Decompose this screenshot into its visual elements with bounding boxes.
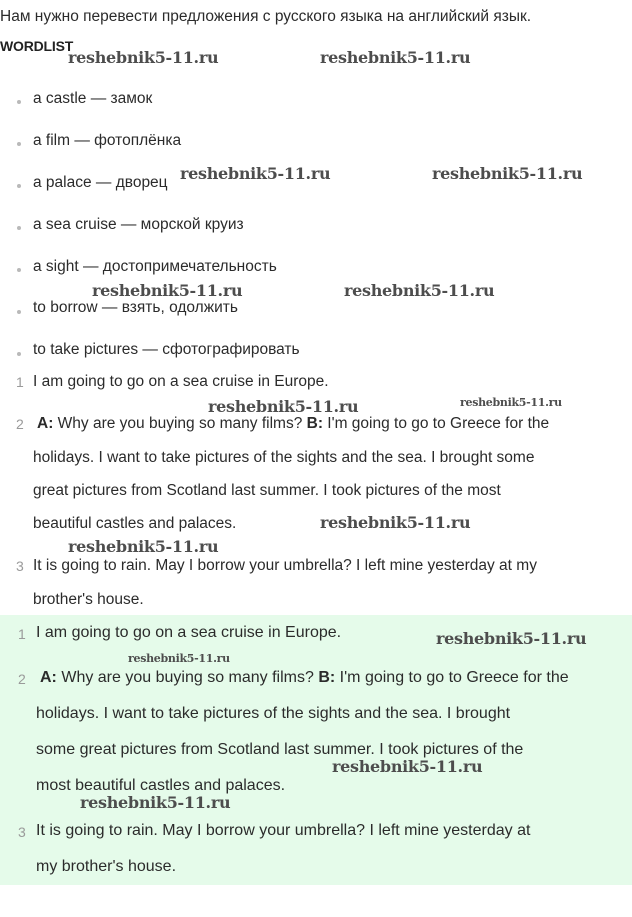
answer-number: 1	[18, 626, 26, 642]
answer-2-reply-start: I'm going to go to Greece for the	[323, 415, 550, 432]
speaker-b: B:	[318, 669, 336, 686]
answer-2-line-1	[37, 415, 549, 433]
green-answer-2-line-1	[40, 669, 569, 687]
wordlist-title: WORDLIST	[0, 38, 74, 54]
watermark: reshebnik5-11.ru	[128, 652, 230, 665]
wordlist-item: a film — фотоплёнка	[33, 132, 182, 149]
answer-1: I am going to go on a sea cruise in Europe.	[33, 373, 329, 390]
answer-2-line-2: holidays. I want to take pictures of the sights and the sea. I brought some	[33, 449, 535, 466]
watermark: reshebnik5-11.ru	[460, 396, 562, 409]
green-answer-2-reply-start: I'm going to go to Greece for the	[335, 669, 569, 686]
bullet-dot	[17, 142, 21, 146]
watermark: reshebnik5-11.ru	[80, 793, 231, 812]
answer-number: 3	[18, 824, 26, 840]
intro-text: Нам нужно перевести предложения с русского языка на английский язык.	[0, 8, 532, 25]
watermark: reshebnik5-11.ru	[432, 164, 583, 183]
watermark: reshebnik5-11.ru	[180, 164, 331, 183]
answer-number: 2	[16, 416, 24, 432]
wordlist-item: a palace — дворец	[33, 174, 168, 191]
wordlist-item: a castle — замок	[33, 90, 153, 107]
answer-number: 3	[16, 558, 24, 574]
answer-2-line-3: great pictures from Scotland last summer. I took pictures of the most	[33, 482, 501, 499]
green-answer-2-question: Why are you buying so many films?	[56, 669, 319, 686]
speaker-a: A:	[40, 669, 57, 686]
bullet-dot	[17, 184, 21, 188]
watermark: reshebnik5-11.ru	[332, 757, 483, 776]
bullet-dot	[17, 352, 21, 356]
speaker-b: B:	[306, 415, 323, 432]
bullet-dot	[17, 268, 21, 272]
wordlist-item: a sea cruise — морской круиз	[33, 216, 244, 233]
green-answer-1: I am going to go on a sea cruise in Europe.	[36, 624, 342, 641]
green-answer-3-line-2: my brother's house.	[36, 858, 177, 875]
answer-3-line-2: brother's house.	[33, 591, 144, 608]
green-answer-2-line-3: some great pictures from Scotland last summer. I took pictures of the	[36, 741, 524, 758]
watermark: reshebnik5-11.ru	[320, 48, 471, 67]
wordlist-item: to borrow — взять, одолжить	[33, 299, 238, 316]
green-answer-3-line-1: It is going to rain. May I borrow your umbrella? I left mine yesterday at	[36, 822, 531, 839]
speaker-a: A:	[37, 415, 54, 432]
green-answer-2-line-2: holidays. I want to take pictures of the sights and the sea. I brought	[36, 705, 511, 722]
watermark: reshebnik5-11.ru	[68, 48, 219, 67]
wordlist-item: a sight — достопримечательность	[33, 258, 277, 275]
watermark: reshebnik5-11.ru	[436, 629, 587, 648]
watermark: reshebnik5-11.ru	[208, 397, 359, 416]
bullet-dot	[17, 100, 21, 104]
watermark: reshebnik5-11.ru	[344, 281, 495, 300]
green-answer-2-line-4: most beautiful castles and palaces.	[36, 777, 286, 794]
answer-2-question: Why are you buying so many films?	[53, 415, 307, 432]
answer-3-line-1: It is going to rain. May I borrow your umbrella? I left mine yesterday at my	[33, 557, 537, 574]
bullet-dot	[17, 310, 21, 314]
bullet-dot	[17, 226, 21, 230]
watermark: reshebnik5-11.ru	[92, 281, 243, 300]
watermark: reshebnik5-11.ru	[320, 513, 471, 532]
watermark: reshebnik5-11.ru	[68, 537, 219, 556]
answer-2-line-4: beautiful castles and palaces.	[33, 515, 237, 532]
wordlist-item: to take pictures — сфотографировать	[33, 341, 300, 358]
answer-number: 1	[16, 374, 24, 390]
answer-number: 2	[18, 671, 26, 687]
